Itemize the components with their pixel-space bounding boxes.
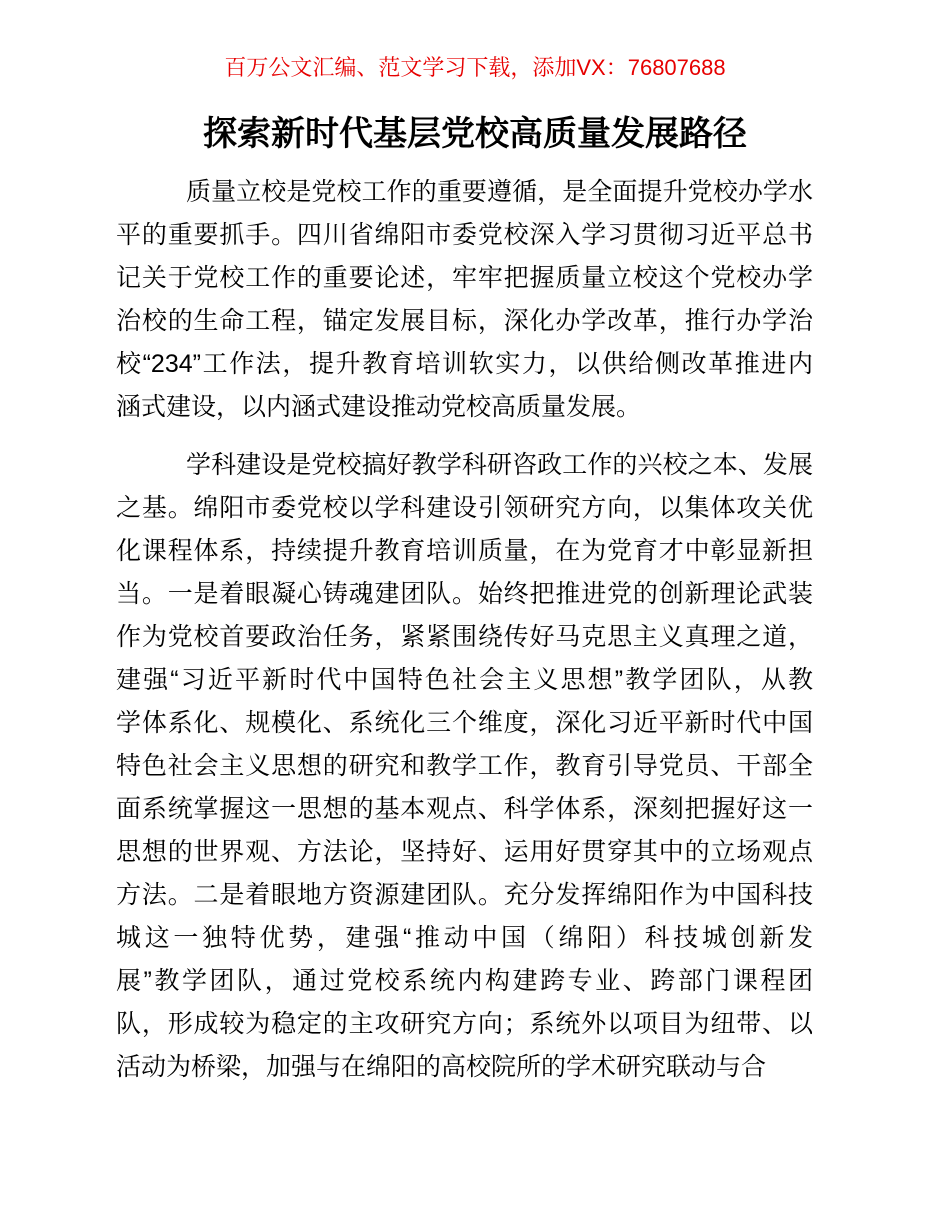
text-line: 队，形成较为稳定的主攻研究方向；系统外以项目为纽带、以 [116, 1010, 813, 1038]
text-line: 校“234”工作法，提升教育培训软实力，以供给侧改革推进内 [116, 350, 813, 378]
text-line: 当。一是着眼凝心铸魂建团队。始终把推进党的创新理论武装 [116, 580, 813, 608]
text-line: 涵式建设，以内涵式建设推动党校高质量发展。 [116, 393, 642, 421]
text-line: 方法。二是着眼地方资源建团队。充分发挥绵阳作为中国科技 [116, 881, 813, 909]
text-line: 治校的生命工程，锚定发展目标，深化办学改革，推行办学治 [116, 307, 813, 335]
text-line: 化课程体系，持续提升教育培训质量，在为党育才中彰显新担 [116, 537, 813, 565]
text-line: 平的重要抓手。四川省绵阳市委党校深入学习贯彻习近平总书 [116, 221, 813, 249]
text-line: 展”教学团队，通过党校系统内构建跨专业、跨部门课程团 [116, 967, 813, 995]
document-body [116, 171, 813, 1089]
paragraph [116, 171, 813, 429]
text-line: 质量立校是党校工作的重要遵循，是全面提升党校办学水 [186, 178, 813, 206]
promo-notice: 百万公文汇编、范文学习下载，添加VX：76807688 [224, 55, 726, 80]
text-line: 城这一独特优势，建强“推动中国（绵阳）科技城创新发 [116, 924, 813, 952]
text-line: 活动为桥梁，加强与在绵阳的高校院所的学术研究联动与合 [116, 1053, 767, 1081]
text-line: 学科建设是党校搞好教学科研咨政工作的兴校之本、发展 [186, 451, 813, 479]
paragraph [116, 444, 813, 1089]
text-line: 思想的世界观、方法论，坚持好、运用好贯穿其中的立场观点 [116, 838, 813, 866]
page-title: 探索新时代基层党校高质量发展路径 [203, 115, 747, 153]
text-line: 建强“习近平新时代中国特色社会主义思想”教学团队，从教 [116, 666, 813, 694]
text-line: 面系统掌握这一思想的基本观点、科学体系，深刻把握好这一 [116, 795, 813, 823]
text-line: 记关于党校工作的重要论述，牢牢把握质量立校这个党校办学 [116, 264, 813, 292]
text-line: 作为党校首要政治任务，紧紧围绕传好马克思主义真理之道， [116, 623, 813, 651]
text-line: 特色社会主义思想的研究和教学工作，教育引导党员、干部全 [116, 752, 813, 780]
text-line: 之基。绵阳市委党校以学科建设引领研究方向，以集体攻关优 [116, 494, 813, 522]
text-line: 学体系化、规模化、系统化三个维度，深化习近平新时代中国 [116, 709, 813, 737]
